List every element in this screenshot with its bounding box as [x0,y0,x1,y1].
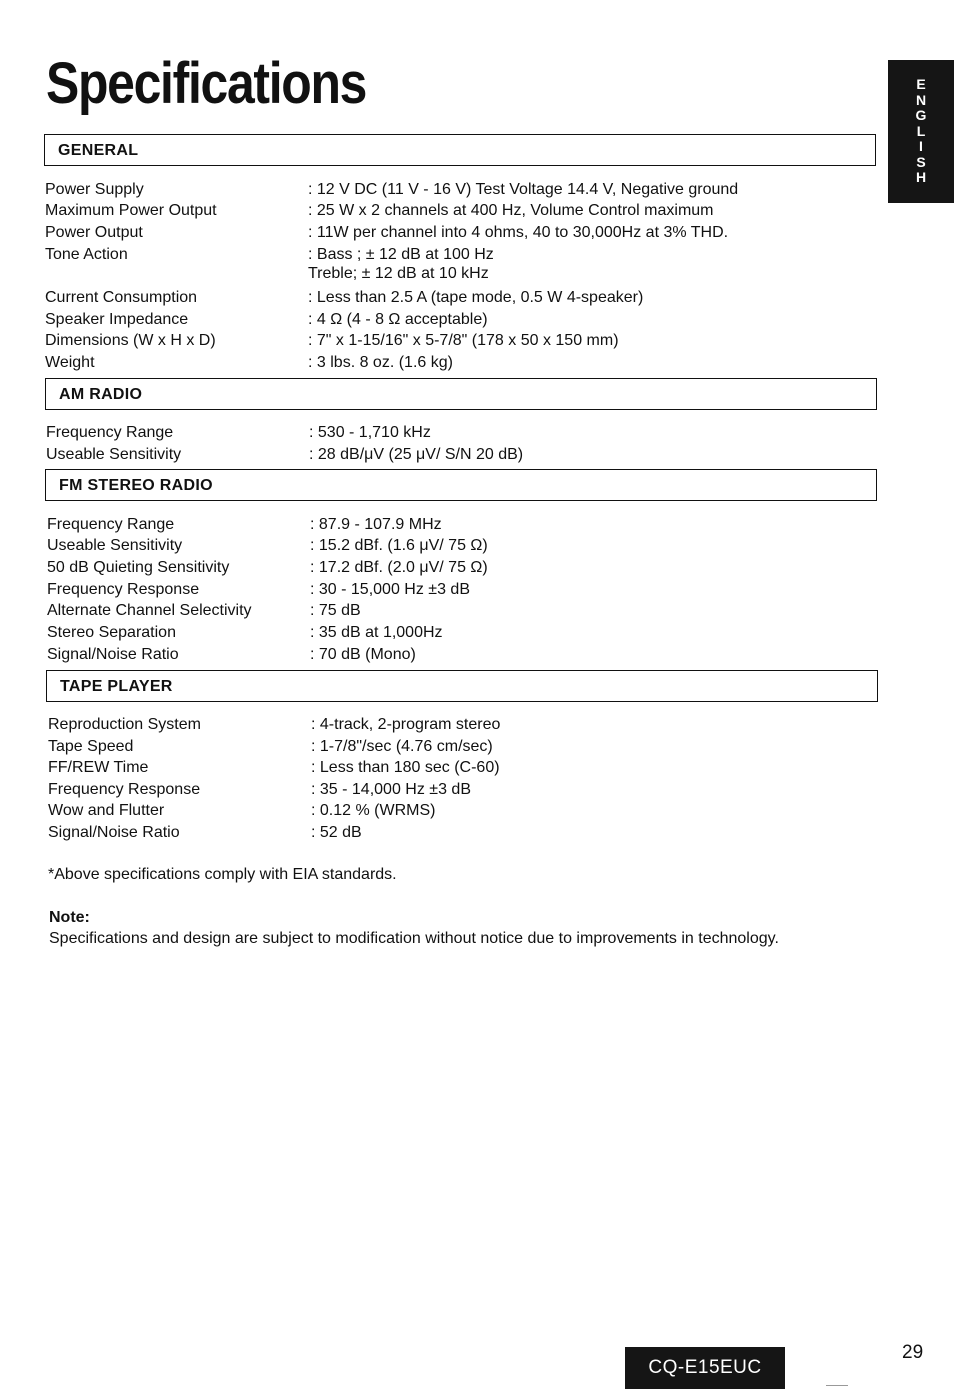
model-number: CQ-E15EUC [648,1357,762,1378]
spec-label: Power Output [45,224,143,241]
spec-value: : Less than 180 sec (C-60) [311,759,500,776]
spec-row [3,738,903,760]
page-number: 29 [902,1342,924,1363]
spec-label: Useable Sensitivity [47,537,183,554]
spec-label: Power Supply [45,181,144,198]
spec-value: : 70 dB (Mono) [310,646,416,663]
spec-label: Reproduction System [48,716,201,733]
spec-label: Weight [45,354,95,371]
section-header-tape-player [46,670,878,702]
spec-row [1,424,901,446]
page-title: Specifications [46,51,367,116]
section-header-general [44,134,876,166]
section-heading: AM RADIO [59,386,143,403]
language-tab-letter: L [916,122,926,139]
spec-row [2,537,902,559]
model-number-badge [625,1347,785,1389]
spec-label: Frequency Response [48,781,201,798]
spec-label: Tone Action [45,246,128,263]
section-heading: FM STEREO RADIO [59,477,213,494]
spec-value: : 17.2 dBf. (2.0 μV/ 75 Ω) [310,559,488,576]
footnote: *Above specifications comply with EIA standards. [48,866,397,883]
spec-row [2,646,902,668]
spec-label: Tape Speed [48,738,134,755]
spec-label: Frequency Range [46,424,174,441]
spec-row [2,516,902,538]
spec-value: : 0.12 % (WRMS) [311,802,436,819]
section-heading: TAPE PLAYER [60,678,173,695]
spec-value: : Less than 2.5 A (tape mode, 0.5 W 4-speaker) [308,289,644,306]
spec-label: Dimensions (W x H x D) [45,332,216,349]
spec-label: Frequency Range [47,516,175,533]
spec-row [0,265,900,287]
spec-label: Alternate Channel Selectivity [47,602,252,619]
language-tab-letter: I [919,138,923,155]
spec-value: : 3 lbs. 8 oz. (1.6 kg) [308,354,453,371]
spec-row [3,716,903,738]
spec-label: Frequency Response [47,581,200,598]
spec-value: : 4 Ω (4 - 8 Ω acceptable) [308,311,488,328]
spec-value: : 25 W x 2 channels at 400 Hz, Volume Control maximum [308,202,714,219]
spec-value: : 52 dB [311,824,362,841]
spec-label: 50 dB Quieting Sensitivity [47,559,230,576]
spec-row [3,759,903,781]
spec-value: : 30 - 15,000 Hz ±3 dB [310,581,470,598]
spec-value: : 1-7/8"/sec (4.76 cm/sec) [311,738,493,755]
spec-value: : 28 dB/μV (25 μV/ S/N 20 dB) [309,446,524,463]
spec-row [3,781,903,803]
footer-rule [826,1385,848,1386]
spec-row [0,202,900,224]
spec-value: : 4-track, 2-program stereo [311,716,501,733]
spec-value: : 12 V DC (11 V - 16 V) Test Voltage 14.4 V, Negative ground [308,181,739,198]
section-heading: GENERAL [58,142,139,159]
spec-label: Wow and Flutter [48,802,165,819]
spec-row [0,289,900,311]
note-text: Specifications and design are subject to modification without notice due to improvements in technology. [49,930,779,947]
spec-label: Maximum Power Output [45,202,217,219]
spec-value: : 530 - 1,710 kHz [309,424,431,441]
spec-value: : 35 dB at 1,000Hz [310,624,443,641]
spec-row [0,181,900,203]
spec-row [2,581,902,603]
language-tab-letter: S [916,153,926,170]
spec-value: : 35 - 14,000 Hz ±3 dB [311,781,471,798]
spec-value: Treble; ± 12 dB at 10 kHz [308,265,489,282]
spec-label: Signal/Noise Ratio [48,824,180,841]
spec-value: : 87.9 - 107.9 MHz [310,516,442,533]
spec-label: FF/REW Time [48,759,149,776]
spec-row [2,624,902,646]
spec-row [0,332,900,354]
spec-value: : 11W per channel into 4 ohms, 40 to 30,000Hz at 3% THD. [308,224,729,241]
language-tab-letter: E [916,76,926,93]
spec-row [0,311,900,333]
spec-row [2,602,902,624]
spec-label: Signal/Noise Ratio [47,646,179,663]
note-heading: Note: [49,909,90,926]
language-tab-letter: H [915,169,927,186]
spec-value: : 15.2 dBf. (1.6 μV/ 75 Ω) [310,537,488,554]
spec-label: Current Consumption [45,289,198,306]
language-tab-letter: G [915,107,927,124]
spec-value: : Bass ; ± 12 dB at 100 Hz [308,246,494,263]
spec-row [2,559,902,581]
section-header-fm-stereo-radio [45,469,877,501]
spec-label: Useable Sensitivity [46,446,182,463]
spec-row [0,354,900,376]
language-tab-letter: N [915,91,927,108]
spec-row [3,824,903,846]
spec-value: : 75 dB [310,602,361,619]
spec-row [0,224,900,246]
spec-label: Speaker Impedance [45,311,189,328]
section-header-am-radio [45,378,877,410]
spec-label: Stereo Separation [47,624,176,641]
spec-value: : 7" x 1-15/16" x 5-7/8" (178 x 50 x 150 mm) [308,332,619,349]
spec-row [3,802,903,824]
spec-row [1,446,901,468]
